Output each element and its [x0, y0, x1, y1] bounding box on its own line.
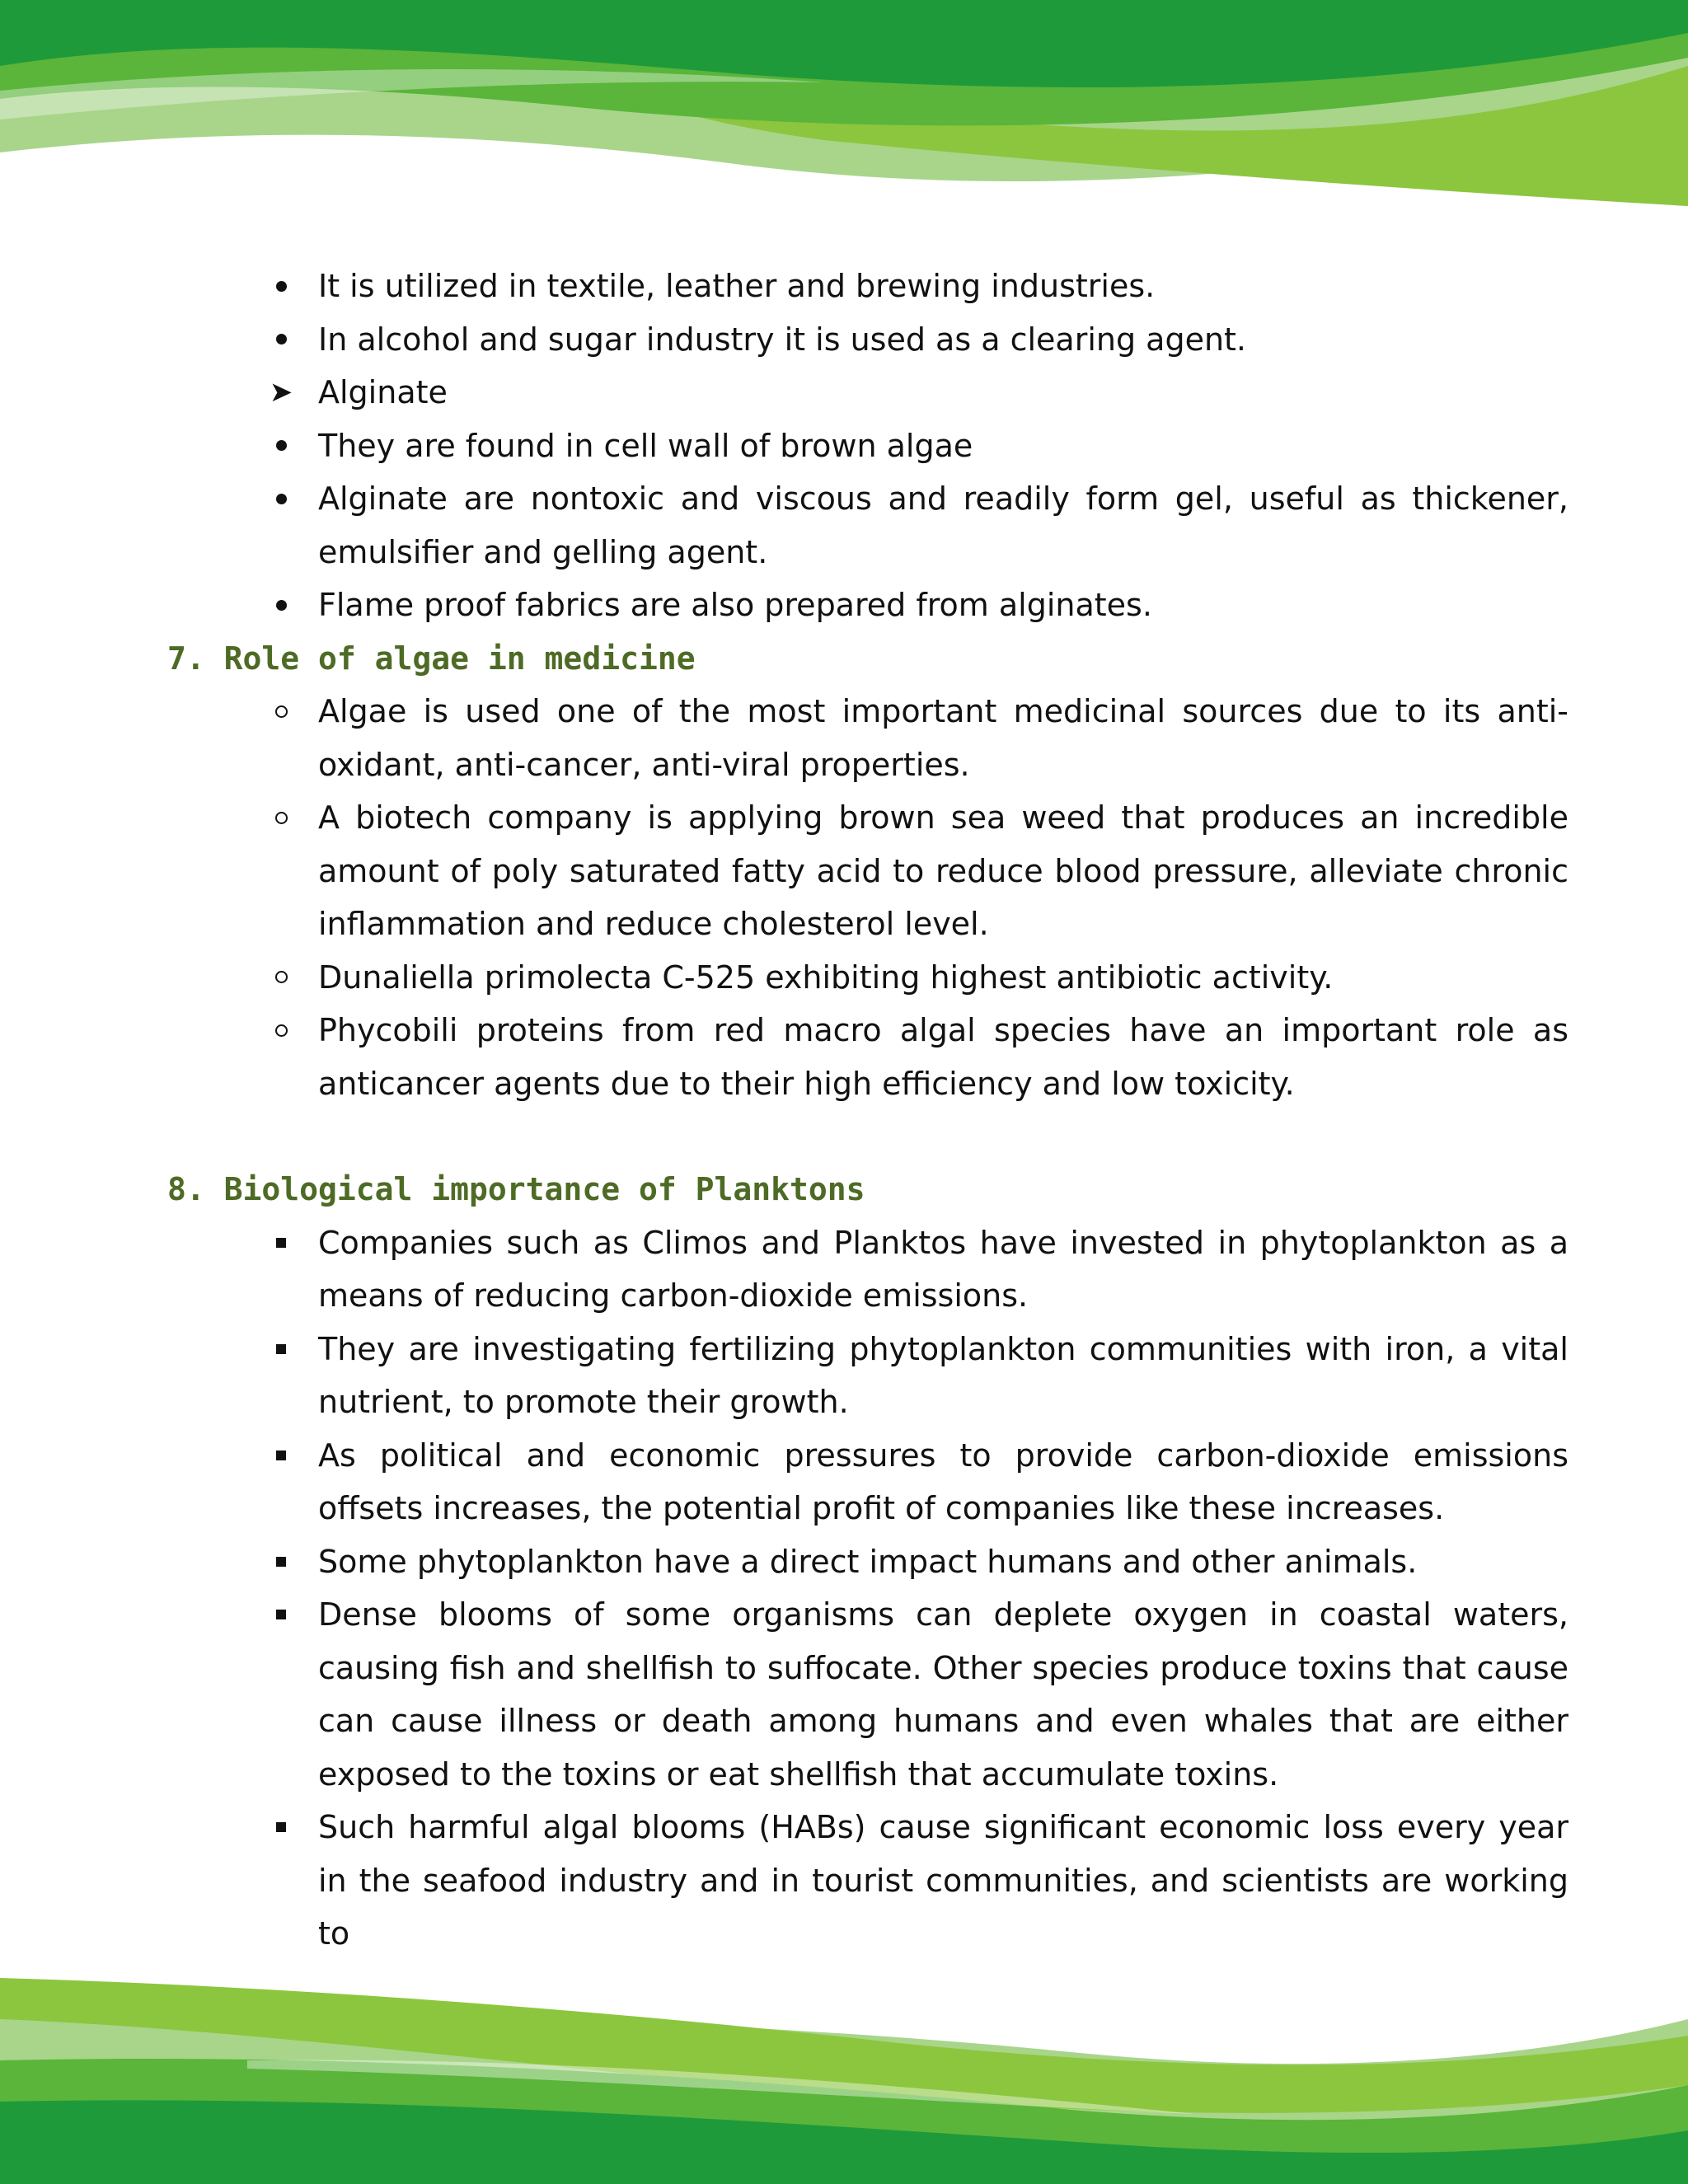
section-spacer: [0, 1110, 1688, 1163]
list-item: [0, 260, 1688, 313]
list-item-text: In alcohol and sugar industry it is used as a clearing agent.: [318, 321, 1247, 358]
list-item: [0, 1588, 1688, 1801]
square-bullet-icon: [269, 1323, 293, 1376]
top-wave-banner: [0, 0, 1688, 214]
square-bullet-icon: [269, 1216, 293, 1269]
bullet-dot-icon: [269, 579, 293, 631]
list-item: [0, 472, 1688, 579]
square-bullet-icon: [269, 1588, 293, 1641]
square-bullet-icon: [269, 1429, 293, 1482]
list-item: [0, 1004, 1688, 1110]
list-item: [0, 366, 1688, 419]
list-item-text: Dunaliella primolecta C-525 exhibiting highest antibiotic activity.: [318, 958, 1334, 996]
list-item-text: As political and economic pressures to provide carbon-dioxide emissions offsets increases, the potential profit of companies like these increases.: [318, 1436, 1568, 1526]
section-7-list: [0, 685, 1688, 1110]
section-8-heading: 8. Biological importance of Planktons: [167, 1171, 865, 1207]
square-bullet-icon: [269, 1535, 293, 1588]
list-item: [0, 419, 1688, 473]
list-item: [0, 1323, 1688, 1429]
list-item-text: Phycobili proteins from red macro algal species have an important role as anticancer agents due to their high efficiency and low toxicity.: [318, 1012, 1568, 1102]
list-item: [0, 313, 1688, 367]
list-item-text: They are found in cell wall of brown algae: [318, 427, 973, 464]
list-item: [0, 1535, 1688, 1589]
section-8-list: [0, 1216, 1688, 1961]
list-item-text: Algae is used one of the most important medicinal sources due to its anti-oxidant, anti-cancer, anti-viral properties.: [318, 693, 1568, 783]
circle-bullet-icon: [269, 685, 293, 738]
list-item-text: Companies such as Climos and Planktos have invested in phytoplankton as a means of reducing carbon-dioxide emissions.: [318, 1224, 1568, 1314]
list-item: [0, 951, 1688, 1005]
list-item-text: It is utilized in textile, leather and brewing industries.: [318, 268, 1156, 304]
page-content: [0, 260, 1688, 1961]
list-item: [0, 1429, 1688, 1535]
list-item-text: Alginate are nontoxic and viscous and readily form gel, useful as thickener, emulsifier and gelling agent.: [318, 480, 1568, 570]
list-item-text: Some phytoplankton have a direct impact humans and other animals.: [318, 1543, 1418, 1580]
list-item: [0, 579, 1688, 632]
list-item-text: Alginate: [318, 374, 448, 410]
list-item: [0, 1801, 1688, 1961]
list-item-text: A biotech company is applying brown sea weed that produces an incredible amount of poly saturated fatty acid to reduce blood pressure, alleviate chronic inflammation and reduce cholesterol level.: [318, 799, 1568, 942]
bottom-wave-banner: [0, 1961, 1688, 2184]
list-item-text: They are investigating fertilizing phytoplankton communities with iron, a vital nutrient, to promote their growth.: [318, 1330, 1568, 1420]
circle-bullet-icon: [269, 791, 293, 844]
list-item-text: Flame proof fabrics are also prepared from alginates.: [318, 587, 1152, 623]
list-item-text: Such harmful algal blooms (HABs) cause significant economic loss every year in the seafood industry and in tourist communities, and scientists are working to: [318, 1809, 1568, 1952]
bullet-dot-icon: [269, 419, 293, 472]
list-item: [0, 1216, 1688, 1323]
bullet-dot-icon: [269, 313, 293, 366]
arrow-bullet-icon: ➤: [269, 376, 293, 409]
bullet-dot-icon: [269, 260, 293, 312]
list-item: [0, 791, 1688, 951]
intro-list: [0, 260, 1688, 632]
bullet-dot-icon: [269, 472, 293, 525]
section-7-heading: 7. Role of algae in medicine: [167, 640, 696, 677]
circle-bullet-icon: [269, 951, 293, 1004]
circle-bullet-icon: [269, 1004, 293, 1057]
square-bullet-icon: [269, 1801, 293, 1854]
list-item-text: Dense blooms of some organisms can deplete oxygen in coastal waters, causing fish and shellfish to suffocate. Other species produce toxins that cause can cause illness or death among humans and even whales that are either exposed to the toxins or eat shellfish that accumulate toxins.: [318, 1596, 1568, 1793]
list-item: [0, 685, 1688, 791]
